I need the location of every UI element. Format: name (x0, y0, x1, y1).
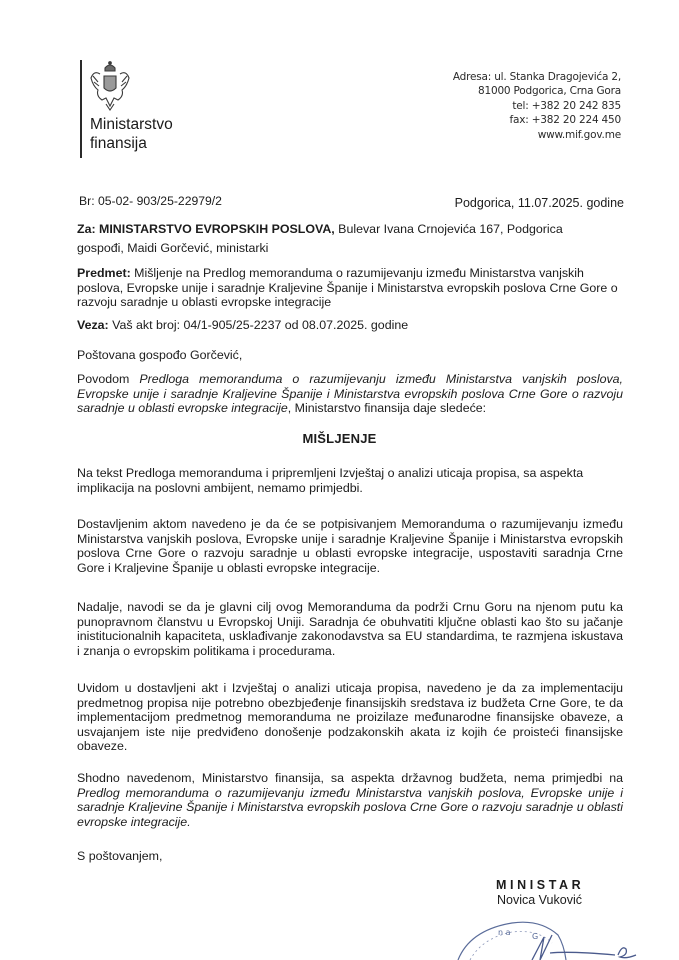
reference-text: Vaš akt broj: 04/1-905/25-2237 od 08.07.2025. godine (108, 318, 409, 332)
closing: S poštovanjem, (77, 849, 163, 863)
subject-label: Predmet: (77, 266, 131, 280)
paragraph-4: Uvidom u dostavljeni akt i Izvještaj o analizi uticaja propisa, navedeno je da za implementaciju predmetnog propisa nije potrebno obezbjeđenje finansijskih sredstava iz budžeta Crne Gore, te da implementacijom predmetnog memoranduma ne proizilaze međunarodne finansijske obaveze, a usvajanjem iste nije predviđeno donošenje podzakonskih akata iz kojih će proisteći finansijske obaveze. (77, 681, 623, 754)
letterhead-divider (80, 60, 82, 158)
paragraph-2: Dostavljenim aktom navedeno je da će se potpisivanjem Memoranduma o razumijevanju između Ministarstva vanjskih poslova, Evropske unije i saradnje Kraljevine Španije i Ministarstva evropskih poslova Crne Gore o razvoju saradnje u oblasti evropske integracije, uspostaviti saradnja Crne Gore i Kraljevine Španije u oblasti evropske integracije. (77, 517, 623, 575)
reference-label: Veza: (77, 318, 109, 332)
recipient-block (77, 222, 623, 255)
recipient-organization: MINISTARSTVO EVROPSKIH POSLOVA, (99, 222, 335, 236)
address-line-2: 81000 Podgorica, Crna Gora (478, 85, 621, 98)
reference-block (77, 318, 623, 333)
recipient-address: Bulevar Ivana Crnojevića 167, Podgorica (334, 222, 563, 236)
fax: fax: +382 20 224 450 (509, 114, 621, 127)
conclusion-document-title: Predlog memoranduma o razumijevanju između Ministarstva vanjskih poslova, Evropske unije i saradnje Kraljevine Španije i Ministarstva evropskih poslova Crne Gore o razvoju saradnje u oblasti evropske integracije. (77, 785, 623, 829)
svg-text:G: G (532, 932, 539, 941)
place-date: Podgorica, 11.07.2025. godine (454, 196, 624, 210)
recipient-person: gospođi, Maidi Gorčević, ministarki (77, 240, 269, 255)
official-stamp-icon (440, 905, 640, 960)
salutation: Poštovana gospođo Gorčević, (77, 348, 243, 362)
contact-block (453, 70, 621, 142)
signatory-title: MINISTAR (496, 878, 585, 892)
coat-of-arms-icon (88, 60, 132, 112)
address-line-1: Adresa: ul. Stanka Dragojevića 2, (452, 71, 621, 83)
handwritten-signature-icon (532, 935, 636, 960)
intro-paragraph: Povodom Predloga memoranduma o razumijevanju između Ministarstva vanjskih poslova, Evropske unije i saradnje Kraljevine Španije i Ministarstva evropskih poslova Crne Gore o razvoju saradnje u oblasti evropske integracije, Ministarstvo finansija daje sledeće: (77, 372, 623, 416)
subject-block (77, 266, 623, 310)
website-link[interactable]: www.mif.gov.me (537, 128, 621, 141)
signatory-name: Novica Vuković (497, 893, 582, 907)
ministry-name: Ministarstvo finansija (90, 116, 173, 152)
paragraph-3: Nadalje, navodi se da je glavni cilj ovog Memoranduma da podrži Crnu Goru na njenom putu ka punopravnom članstvu u Evropskoj Uniji. Saradnja će obuhvatiti ključne oblasti kao što su jačanje inistitucionalnih kapaciteta, usklađivanje zakonodavstva sa EU standardima, te razmjena iskustava i znanja o evropskim politikama i procedurama. (77, 600, 623, 658)
intro-document-title: Predloga memoranduma o razumijevanju između Ministarstva vanjskih poslova, Evropske unije i saradnje Kraljevine Španije i Ministarstva evropskih poslova Crne Gore o razvoju saradnje u oblasti evropske integracije (77, 372, 623, 416)
conclusion-paragraph: Shodno navedenom, Ministarstvo finansija, sa aspekta državnog budžeta, nema primjedbi na Predlog memoranduma o razumijevanju između Ministarstva vanjskih poslova, Evropske unije i saradnje Kraljevine Španije i Ministarstva evropskih poslova Crne Gore o razvoju saradnje u oblasti evropske integracije. (77, 771, 623, 829)
telephone: tel: +382 20 242 835 (512, 99, 621, 112)
recipient-line: Za: MINISTARSTVO EVROPSKIH POSLOVA, Bulevar Ivana Crnojevića 167, Podgorica (77, 222, 563, 236)
reference-number: Br: 05-02- 903/25-22979/2 (79, 194, 222, 208)
paragraph-1: Na tekst Predloga memoranduma i pripremljeni Izvještaj o analizi uticaja propisa, sa aspekta implikacija na poslovni ambijent, nemamo primjedbi. (77, 466, 584, 495)
svg-text:n a: n a (498, 928, 511, 937)
opinion-heading: MIŠLJENJE (302, 431, 377, 446)
subject-text: Mišljenje na Predlog memoranduma o razumijevanju između Ministarstva vanjskih poslova, Evropske unije i saradnje Kraljevine Španije i Ministarstva evropskih poslova Crne Gore o razvoju saradnje u oblasti evropske integracije (77, 266, 618, 310)
